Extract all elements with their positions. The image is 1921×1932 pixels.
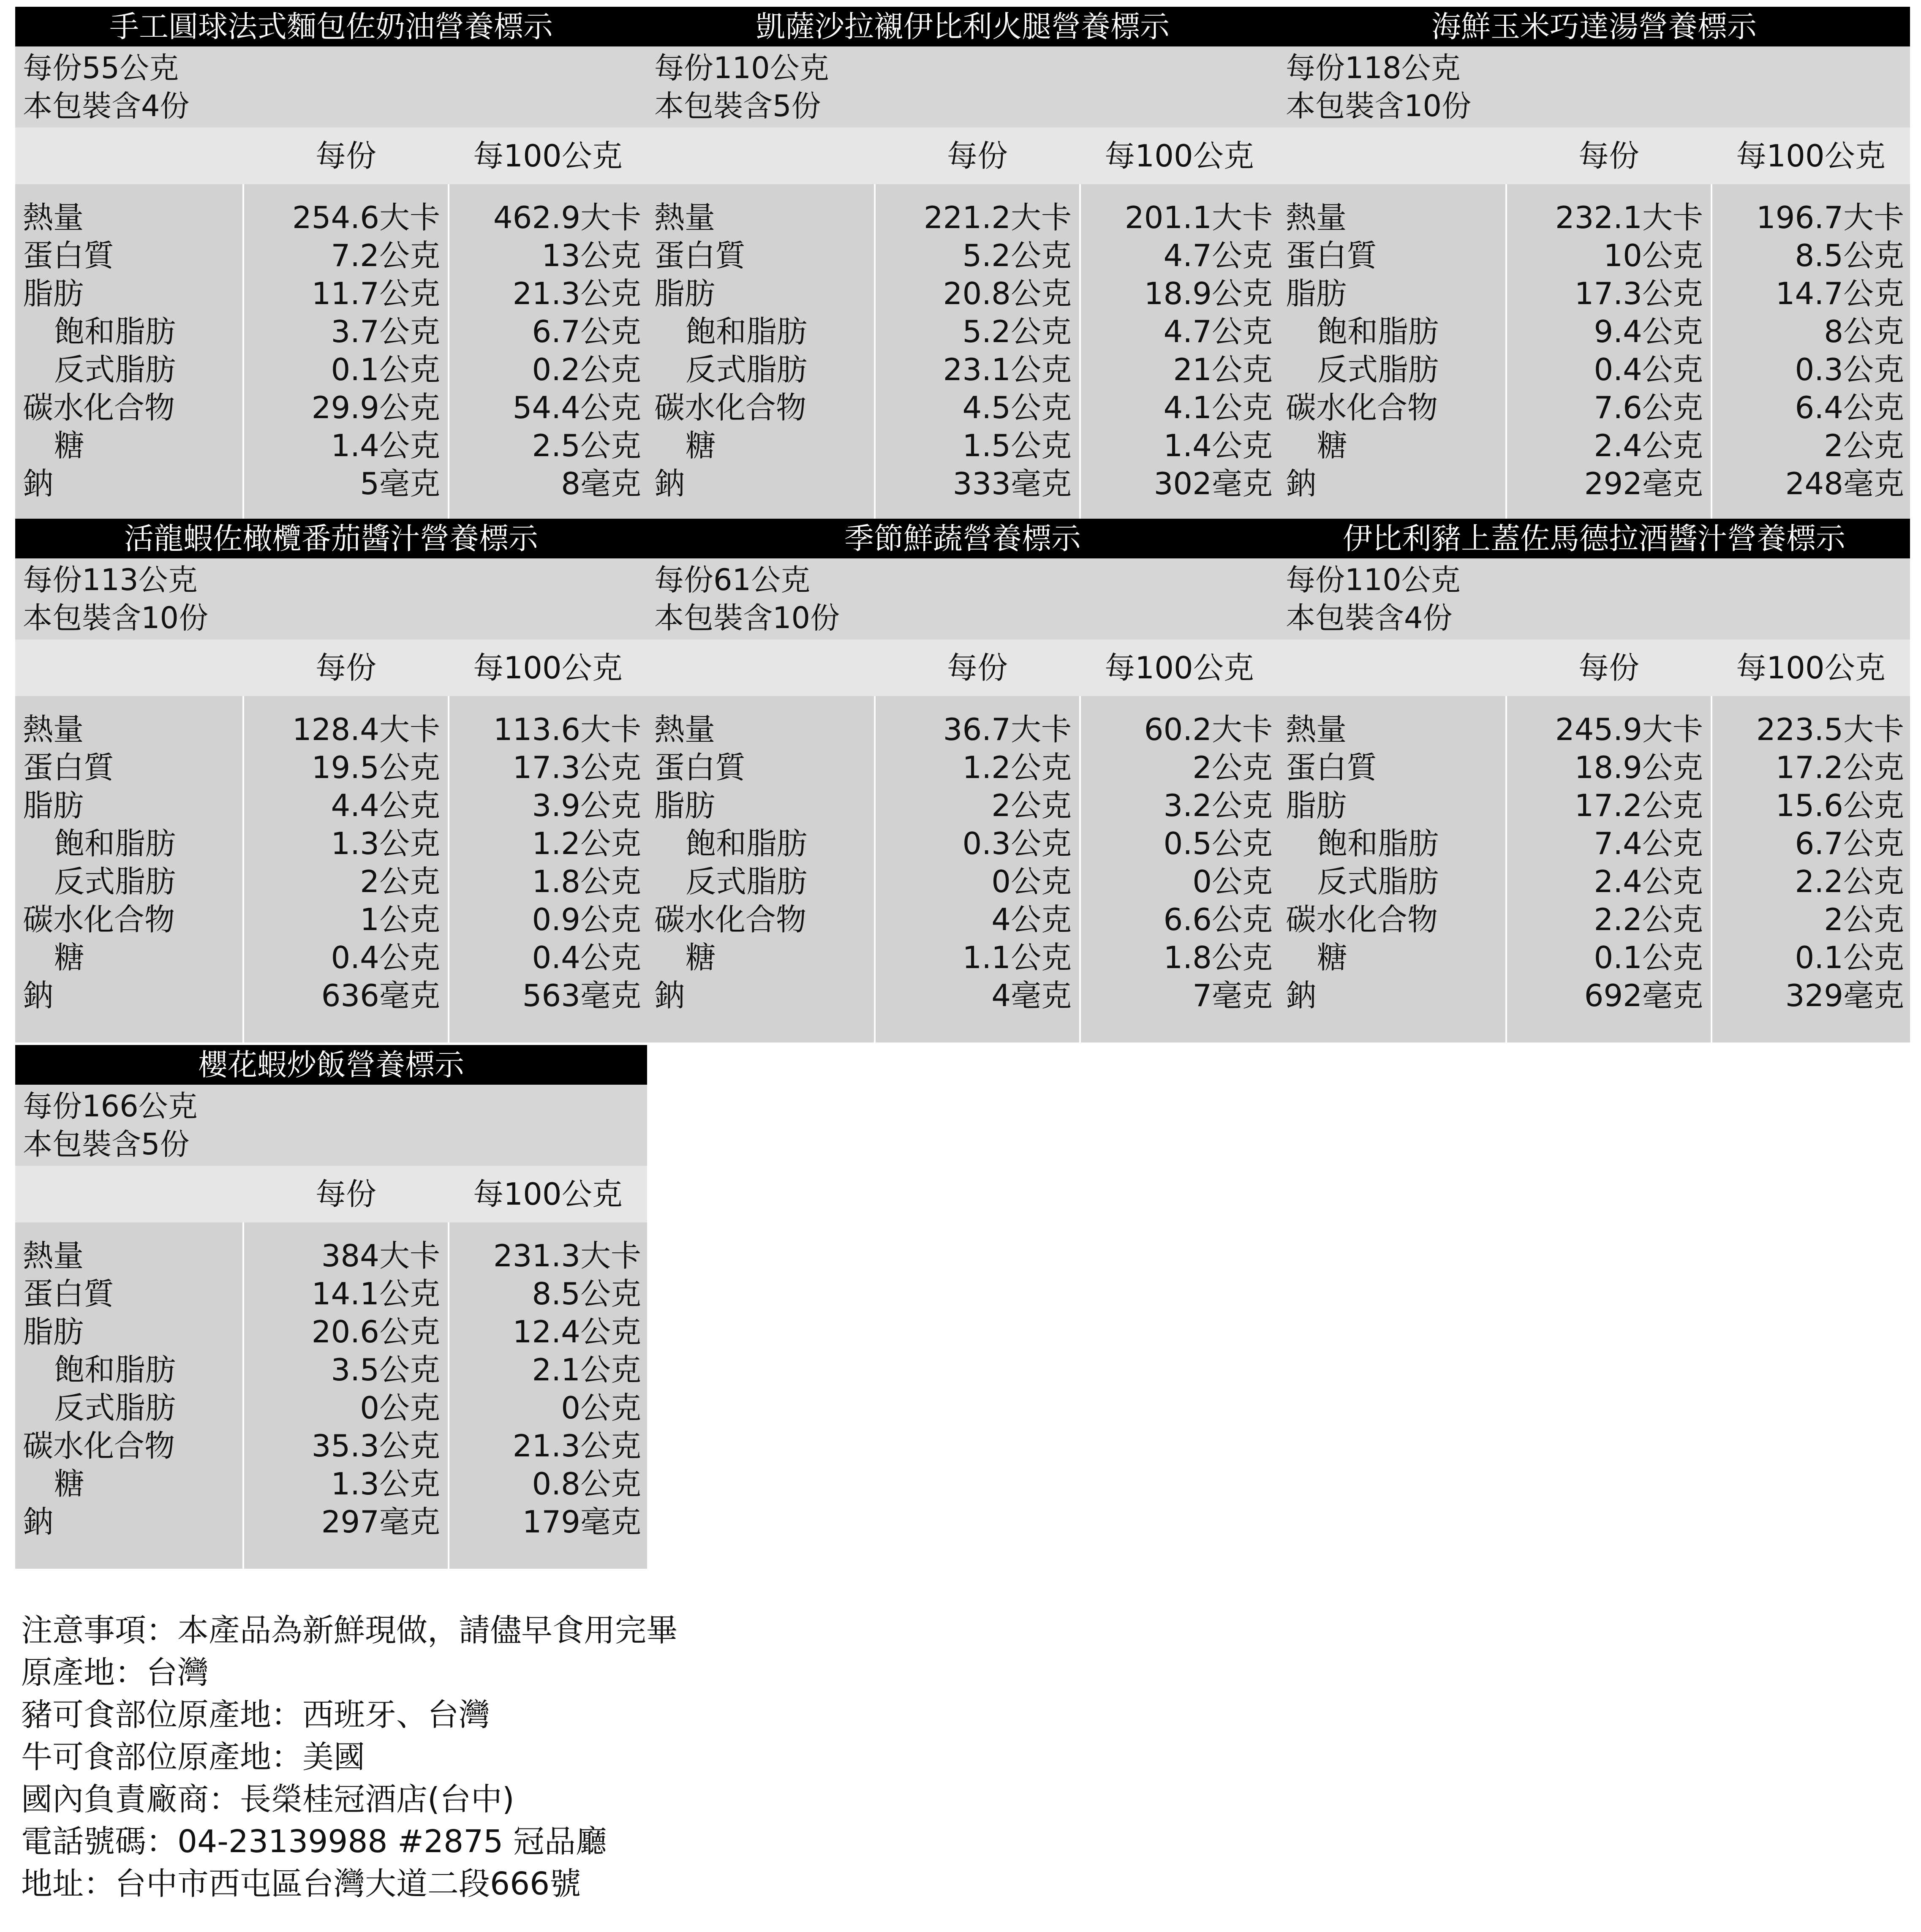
nutrient-label: 熱量 xyxy=(654,200,716,235)
per-serving-value: 1.1公克 xyxy=(962,940,1072,975)
column-header-per-serving: 每份 xyxy=(315,138,376,174)
panel-title: 伊比利豬上蓋佐馬德拉酒醬汁營養標示 xyxy=(1278,519,1910,558)
nutrient-row xyxy=(15,977,647,1015)
per-serving-value: 14.1公克 xyxy=(311,1276,440,1312)
serving-info xyxy=(1278,558,1910,639)
per-serving-value: 2公克 xyxy=(991,788,1072,823)
nutrient-row xyxy=(647,275,1279,313)
per-serving-value: 0.4公克 xyxy=(1594,352,1703,387)
column-header-row xyxy=(15,639,647,696)
nutrient-label: 鈉 xyxy=(23,1504,54,1540)
nutrient-label: 飽和脂肪 xyxy=(686,826,808,861)
per-100g-value: 6.6公克 xyxy=(1163,902,1273,937)
serving-size: 每份118公克 xyxy=(1286,51,1461,85)
nutrient-row xyxy=(1278,465,1910,503)
nutrient-label: 脂肪 xyxy=(1286,276,1347,311)
nutrient-row xyxy=(15,1275,647,1313)
per-100g-value: 196.7大卡 xyxy=(1756,200,1904,235)
per-serving-value: 20.8公克 xyxy=(943,276,1072,311)
per-100g-value: 54.4公克 xyxy=(512,390,641,425)
nutrient-label: 鈉 xyxy=(23,466,54,501)
serving-size: 每份166公克 xyxy=(23,1089,198,1124)
nutrient-row xyxy=(1278,939,1910,977)
nutrient-label: 糖 xyxy=(54,428,85,463)
nutrient-row xyxy=(1278,863,1910,901)
per-100g-value: 6.7公克 xyxy=(532,314,641,349)
nutrient-label: 糖 xyxy=(686,940,716,975)
per-100g-value: 563毫克 xyxy=(522,978,641,1013)
nutrient-row xyxy=(1278,275,1910,313)
per-100g-value: 3.9公克 xyxy=(532,788,641,823)
nutrient-table xyxy=(15,1222,647,1569)
per-100g-value: 8公克 xyxy=(1824,314,1904,349)
nutrient-row xyxy=(647,351,1279,389)
serving-size: 每份110公克 xyxy=(654,51,829,85)
column-header-per-serving: 每份 xyxy=(315,1176,376,1212)
per-100g-value: 0.9公克 xyxy=(532,902,641,937)
per-serving-value: 18.9公克 xyxy=(1574,750,1703,785)
nutrient-label: 鈉 xyxy=(1286,978,1317,1013)
nutrient-label: 糖 xyxy=(54,1466,85,1502)
nutrient-table xyxy=(1278,696,1910,1042)
nutrition-panel xyxy=(15,519,647,1042)
nutrient-label: 反式脂肪 xyxy=(686,352,808,387)
note-line: 地址：台中市西屯區台灣大道二段666號 xyxy=(21,1866,581,1902)
nutrient-label: 飽和脂肪 xyxy=(54,826,176,861)
nutrient-label: 熱量 xyxy=(1286,200,1347,235)
nutrient-label: 飽和脂肪 xyxy=(1317,826,1439,861)
nutrient-row xyxy=(15,825,647,863)
nutrient-label: 碳水化合物 xyxy=(23,1428,175,1464)
per-serving-value: 0.4公克 xyxy=(331,940,440,975)
nutrient-label: 熱量 xyxy=(1286,712,1347,747)
nutrient-label: 碳水化合物 xyxy=(23,390,175,425)
nutrient-label: 鈉 xyxy=(654,978,685,1013)
per-serving-value: 333毫克 xyxy=(952,466,1072,501)
per-100g-value: 21.3公克 xyxy=(512,1428,641,1464)
nutrient-row xyxy=(647,465,1279,503)
nutrient-row xyxy=(15,351,647,389)
per-100g-value: 2.5公克 xyxy=(532,428,641,463)
per-100g-value: 3.2公克 xyxy=(1163,788,1273,823)
nutrient-label: 蛋白質 xyxy=(1286,238,1377,273)
nutrient-label: 反式脂肪 xyxy=(54,864,176,899)
panel-title: 櫻花蝦炒飯營養標示 xyxy=(15,1045,647,1085)
nutrient-row xyxy=(1278,237,1910,275)
nutrient-label: 飽和脂肪 xyxy=(54,1352,176,1388)
per-100g-value: 329毫克 xyxy=(1785,978,1904,1013)
nutrition-panel xyxy=(15,7,647,531)
per-100g-value: 1.2公克 xyxy=(532,826,641,861)
nutrient-row xyxy=(647,199,1279,237)
per-100g-value: 2公克 xyxy=(1824,902,1904,937)
nutrient-row xyxy=(647,389,1279,427)
per-100g-value: 17.3公克 xyxy=(512,750,641,785)
per-serving-value: 10公克 xyxy=(1603,238,1703,273)
column-header-per-serving: 每份 xyxy=(947,138,1008,174)
per-serving-value: 692毫克 xyxy=(1584,978,1703,1013)
nutrient-row xyxy=(1278,710,1910,748)
nutrient-label: 蛋白質 xyxy=(23,238,114,273)
per-100g-value: 0.3公克 xyxy=(1795,352,1904,387)
per-100g-value: 12.4公克 xyxy=(512,1314,641,1350)
nutrient-label: 鈉 xyxy=(23,978,54,1013)
nutrient-row xyxy=(15,465,647,503)
column-header-per-serving: 每份 xyxy=(315,650,376,686)
per-serving-value: 636毫克 xyxy=(321,978,440,1013)
nutrient-label: 蛋白質 xyxy=(1286,750,1377,785)
per-100g-value: 15.6公克 xyxy=(1775,788,1904,823)
nutrient-label: 脂肪 xyxy=(654,276,716,311)
servings-per-pack: 本包裝含10份 xyxy=(23,601,209,635)
nutrient-label: 鈉 xyxy=(1286,466,1317,501)
per-serving-value: 17.2公克 xyxy=(1574,788,1703,823)
nutrient-label: 蛋白質 xyxy=(654,238,746,273)
nutrient-row xyxy=(15,863,647,901)
per-serving-value: 1.4公克 xyxy=(331,428,440,463)
nutrient-row xyxy=(15,748,647,786)
nutrient-row xyxy=(15,1313,647,1351)
per-100g-value: 18.9公克 xyxy=(1144,276,1273,311)
serving-info xyxy=(647,46,1279,128)
per-serving-value: 4毫克 xyxy=(991,978,1072,1013)
nutrient-row xyxy=(1278,313,1910,351)
nutrient-row xyxy=(15,389,647,427)
nutrient-row xyxy=(647,863,1279,901)
per-serving-value: 3.7公克 xyxy=(331,314,440,349)
nutrient-row xyxy=(647,977,1279,1015)
nutrient-label: 熱量 xyxy=(23,1238,84,1273)
nutrient-row xyxy=(15,237,647,275)
nutrient-label: 脂肪 xyxy=(1286,788,1347,823)
per-serving-value: 1.3公克 xyxy=(331,826,440,861)
nutrient-label: 蛋白質 xyxy=(23,1276,114,1312)
nutrient-label: 蛋白質 xyxy=(654,750,746,785)
per-serving-value: 297毫克 xyxy=(321,1504,440,1540)
per-serving-value: 1公克 xyxy=(360,902,440,937)
nutrient-row xyxy=(15,1389,647,1427)
per-serving-value: 1.3公克 xyxy=(331,1466,440,1502)
nutrient-label: 反式脂肪 xyxy=(1317,352,1439,387)
per-serving-value: 4.5公克 xyxy=(962,390,1072,425)
per-100g-value: 60.2大卡 xyxy=(1144,712,1273,747)
column-header-per-100g: 每100公克 xyxy=(1105,650,1254,686)
nutrient-row xyxy=(1278,351,1910,389)
per-serving-value: 36.7大卡 xyxy=(943,712,1072,747)
note-line: 電話號碼：04-23139988 #2875 冠品廳 xyxy=(21,1823,607,1860)
per-serving-value: 5毫克 xyxy=(360,466,440,501)
column-header-row xyxy=(647,639,1279,696)
nutrient-label: 糖 xyxy=(54,940,85,975)
per-serving-value: 3.5公克 xyxy=(331,1352,440,1388)
nutrient-row xyxy=(15,901,647,939)
nutrient-row xyxy=(15,199,647,237)
column-header-per-100g: 每100公克 xyxy=(1736,650,1886,686)
nutrient-row xyxy=(15,710,647,748)
nutrient-row xyxy=(1278,748,1910,786)
per-100g-value: 6.4公克 xyxy=(1795,390,1904,425)
nutrient-label: 脂肪 xyxy=(23,1314,84,1350)
nutrient-row xyxy=(15,1465,647,1503)
per-100g-value: 6.7公克 xyxy=(1795,826,1904,861)
per-serving-value: 0.1公克 xyxy=(1594,940,1703,975)
nutrient-row xyxy=(15,427,647,465)
per-100g-value: 0.5公克 xyxy=(1163,826,1273,861)
per-100g-value: 2.2公克 xyxy=(1795,864,1904,899)
per-100g-value: 4.1公克 xyxy=(1163,390,1273,425)
panel-title: 活龍蝦佐橄欖番茄醬汁營養標示 xyxy=(15,519,647,558)
nutrient-row xyxy=(15,1503,647,1541)
per-100g-value: 2公克 xyxy=(1192,750,1273,785)
nutrient-label: 脂肪 xyxy=(654,788,716,823)
nutrient-table xyxy=(1278,184,1910,531)
nutrient-row xyxy=(1278,199,1910,237)
nutrient-row xyxy=(15,786,647,825)
per-100g-value: 4.7公克 xyxy=(1163,238,1273,273)
per-serving-value: 221.2大卡 xyxy=(923,200,1072,235)
panel-title: 手工圓球法式麵包佐奶油營養標示 xyxy=(15,7,647,46)
per-serving-value: 20.6公克 xyxy=(311,1314,440,1350)
nutrient-row xyxy=(15,1237,647,1275)
per-100g-value: 14.7公克 xyxy=(1775,276,1904,311)
nutrient-row xyxy=(15,275,647,313)
per-100g-value: 179毫克 xyxy=(522,1504,641,1540)
per-serving-value: 19.5公克 xyxy=(311,750,440,785)
nutrient-label: 反式脂肪 xyxy=(1317,864,1439,899)
nutrient-row xyxy=(1278,825,1910,863)
per-100g-value: 0.1公克 xyxy=(1795,940,1904,975)
per-serving-value: 7.4公克 xyxy=(1594,826,1703,861)
per-serving-value: 9.4公克 xyxy=(1594,314,1703,349)
per-100g-value: 248毫克 xyxy=(1785,466,1904,501)
per-serving-value: 2公克 xyxy=(360,864,440,899)
column-header-per-100g: 每100公克 xyxy=(1736,138,1886,174)
serving-info xyxy=(1278,46,1910,128)
servings-per-pack: 本包裝含4份 xyxy=(1286,601,1453,635)
nutrient-label: 熱量 xyxy=(654,712,716,747)
per-100g-value: 8.5公克 xyxy=(1795,238,1904,273)
per-serving-value: 5.2公克 xyxy=(962,238,1072,273)
per-100g-value: 2公克 xyxy=(1824,428,1904,463)
per-serving-value: 4.4公克 xyxy=(331,788,440,823)
nutrient-label: 熱量 xyxy=(23,200,84,235)
note-line: 國內負責廠商：長榮桂冠酒店(台中) xyxy=(21,1781,514,1818)
servings-per-pack: 本包裝含5份 xyxy=(654,89,821,123)
column-header-per-100g: 每100公克 xyxy=(473,650,623,686)
servings-per-pack: 本包裝含10份 xyxy=(654,601,840,635)
nutrition-panel xyxy=(15,1045,647,1569)
nutrient-label: 反式脂肪 xyxy=(54,352,176,387)
serving-size: 每份110公克 xyxy=(1286,563,1461,597)
nutrient-table xyxy=(15,696,647,1042)
serving-info xyxy=(15,1085,647,1166)
nutrient-label: 蛋白質 xyxy=(23,750,114,785)
serving-info xyxy=(15,46,647,128)
nutrient-table xyxy=(15,184,647,531)
nutrient-label: 碳水化合物 xyxy=(23,902,175,937)
nutrient-row xyxy=(1278,427,1910,465)
nutrient-label: 脂肪 xyxy=(23,276,84,311)
per-100g-value: 1.4公克 xyxy=(1163,428,1273,463)
per-100g-value: 302毫克 xyxy=(1154,466,1273,501)
nutrient-row xyxy=(647,710,1279,748)
servings-per-pack: 本包裝含10份 xyxy=(1286,89,1472,123)
nutrient-row xyxy=(647,237,1279,275)
nutrient-row xyxy=(647,901,1279,939)
nutrient-row xyxy=(15,1351,647,1389)
column-header-row xyxy=(15,128,647,184)
servings-per-pack: 本包裝含5份 xyxy=(23,1127,190,1162)
per-serving-value: 2.4公克 xyxy=(1594,864,1703,899)
nutrient-row xyxy=(647,786,1279,825)
nutrition-panel xyxy=(1278,519,1910,1042)
per-serving-value: 0.3公克 xyxy=(962,826,1072,861)
nutrient-row xyxy=(647,825,1279,863)
nutrient-label: 糖 xyxy=(1317,940,1348,975)
nutrient-label: 碳水化合物 xyxy=(654,390,807,425)
per-serving-value: 254.6大卡 xyxy=(292,200,440,235)
per-100g-value: 0公克 xyxy=(561,1390,641,1426)
column-header-row xyxy=(1278,128,1910,184)
per-100g-value: 0.4公克 xyxy=(532,940,641,975)
per-100g-value: 462.9大卡 xyxy=(493,200,641,235)
nutrient-table xyxy=(647,696,1279,1042)
per-100g-value: 231.3大卡 xyxy=(493,1238,641,1273)
per-100g-value: 1.8公克 xyxy=(1163,940,1273,975)
nutrition-panel xyxy=(647,519,1279,1042)
per-serving-value: 0公克 xyxy=(991,864,1072,899)
per-100g-value: 8.5公克 xyxy=(532,1276,641,1312)
per-100g-value: 1.8公克 xyxy=(532,864,641,899)
per-100g-value: 0.8公克 xyxy=(532,1466,641,1502)
nutrient-label: 反式脂肪 xyxy=(686,864,808,899)
per-100g-value: 0.2公克 xyxy=(532,352,641,387)
nutrient-label: 糖 xyxy=(1317,428,1348,463)
serving-info xyxy=(15,558,647,639)
per-100g-value: 7毫克 xyxy=(1192,978,1273,1013)
per-100g-value: 113.6大卡 xyxy=(493,712,641,747)
nutrient-row xyxy=(1278,977,1910,1015)
per-serving-value: 292毫克 xyxy=(1584,466,1703,501)
nutrient-row xyxy=(15,939,647,977)
nutrient-label: 糖 xyxy=(686,428,716,463)
panel-title: 海鮮玉米巧達湯營養標示 xyxy=(1278,7,1910,46)
note-line: 原產地：台灣 xyxy=(21,1654,209,1691)
per-serving-value: 4公克 xyxy=(991,902,1072,937)
per-100g-value: 13公克 xyxy=(541,238,641,273)
nutrition-panel xyxy=(647,7,1279,531)
column-header-row xyxy=(647,128,1279,184)
nutrient-row xyxy=(647,427,1279,465)
nutrient-row xyxy=(15,1427,647,1465)
nutrient-row xyxy=(647,313,1279,351)
per-100g-value: 17.2公克 xyxy=(1775,750,1904,785)
nutrient-label: 鈉 xyxy=(654,466,685,501)
per-serving-value: 0公克 xyxy=(360,1390,440,1426)
note-line: 豬可食部位原產地：西班牙、台灣 xyxy=(21,1697,490,1733)
nutrient-label: 脂肪 xyxy=(23,788,84,823)
nutrient-label: 碳水化合物 xyxy=(654,902,807,937)
per-serving-value: 232.1大卡 xyxy=(1555,200,1703,235)
nutrient-row xyxy=(1278,389,1910,427)
nutrient-label: 碳水化合物 xyxy=(1286,902,1438,937)
nutrient-row xyxy=(1278,786,1910,825)
per-100g-value: 223.5大卡 xyxy=(1756,712,1904,747)
notes-section xyxy=(21,1609,678,1905)
column-header-per-100g: 每100公克 xyxy=(1105,138,1254,174)
per-100g-value: 21.3公克 xyxy=(512,276,641,311)
nutrient-label: 飽和脂肪 xyxy=(686,314,808,349)
nutrient-label: 飽和脂肪 xyxy=(1317,314,1439,349)
serving-size: 每份55公克 xyxy=(23,51,179,85)
per-serving-value: 17.3公克 xyxy=(1574,276,1703,311)
per-100g-value: 201.1大卡 xyxy=(1124,200,1273,235)
column-header-per-serving: 每份 xyxy=(1578,650,1639,686)
nutrition-panel xyxy=(1278,7,1910,531)
nutrient-row xyxy=(647,939,1279,977)
column-header-row xyxy=(1278,639,1910,696)
per-serving-value: 2.4公克 xyxy=(1594,428,1703,463)
panel-title: 凱薩沙拉襯伊比利火腿營養標示 xyxy=(647,7,1279,46)
per-serving-value: 0.1公克 xyxy=(331,352,440,387)
per-serving-value: 245.9大卡 xyxy=(1555,712,1703,747)
per-serving-value: 23.1公克 xyxy=(943,352,1072,387)
per-serving-value: 384大卡 xyxy=(321,1238,440,1273)
nutrient-table xyxy=(647,184,1279,531)
per-100g-value: 4.7公克 xyxy=(1163,314,1273,349)
nutrient-row xyxy=(647,748,1279,786)
nutrient-label: 反式脂肪 xyxy=(54,1390,176,1426)
per-100g-value: 0公克 xyxy=(1192,864,1273,899)
column-header-per-serving: 每份 xyxy=(947,650,1008,686)
per-serving-value: 128.4大卡 xyxy=(292,712,440,747)
nutrient-label: 碳水化合物 xyxy=(1286,390,1438,425)
per-serving-value: 7.2公克 xyxy=(331,238,440,273)
per-serving-value: 29.9公克 xyxy=(311,390,440,425)
per-serving-value: 11.7公克 xyxy=(311,276,440,311)
per-serving-value: 7.6公克 xyxy=(1594,390,1703,425)
column-header-per-serving: 每份 xyxy=(1578,138,1639,174)
per-serving-value: 35.3公克 xyxy=(311,1428,440,1464)
nutrient-label: 飽和脂肪 xyxy=(54,314,176,349)
nutrient-row xyxy=(1278,901,1910,939)
column-header-per-100g: 每100公克 xyxy=(473,1176,623,1212)
per-100g-value: 2.1公克 xyxy=(532,1352,641,1388)
per-serving-value: 2.2公克 xyxy=(1594,902,1703,937)
per-serving-value: 5.2公克 xyxy=(962,314,1072,349)
note-line: 注意事項：本產品為新鮮現做，請儘早食用完畢 xyxy=(21,1612,678,1649)
column-header-per-100g: 每100公克 xyxy=(473,138,623,174)
per-100g-value: 8毫克 xyxy=(561,466,641,501)
per-100g-value: 21公克 xyxy=(1173,352,1273,387)
nutrient-label: 熱量 xyxy=(23,712,84,747)
panel-title: 季節鮮蔬營養標示 xyxy=(647,519,1279,558)
nutrient-row xyxy=(15,313,647,351)
servings-per-pack: 本包裝含4份 xyxy=(23,89,190,123)
serving-size: 每份61公克 xyxy=(654,563,811,597)
serving-size: 每份113公克 xyxy=(23,563,198,597)
note-line: 牛可食部位原產地：美國 xyxy=(21,1739,365,1775)
serving-info xyxy=(647,558,1279,639)
per-serving-value: 1.5公克 xyxy=(962,428,1072,463)
per-serving-value: 1.2公克 xyxy=(962,750,1072,785)
column-header-row xyxy=(15,1166,647,1222)
